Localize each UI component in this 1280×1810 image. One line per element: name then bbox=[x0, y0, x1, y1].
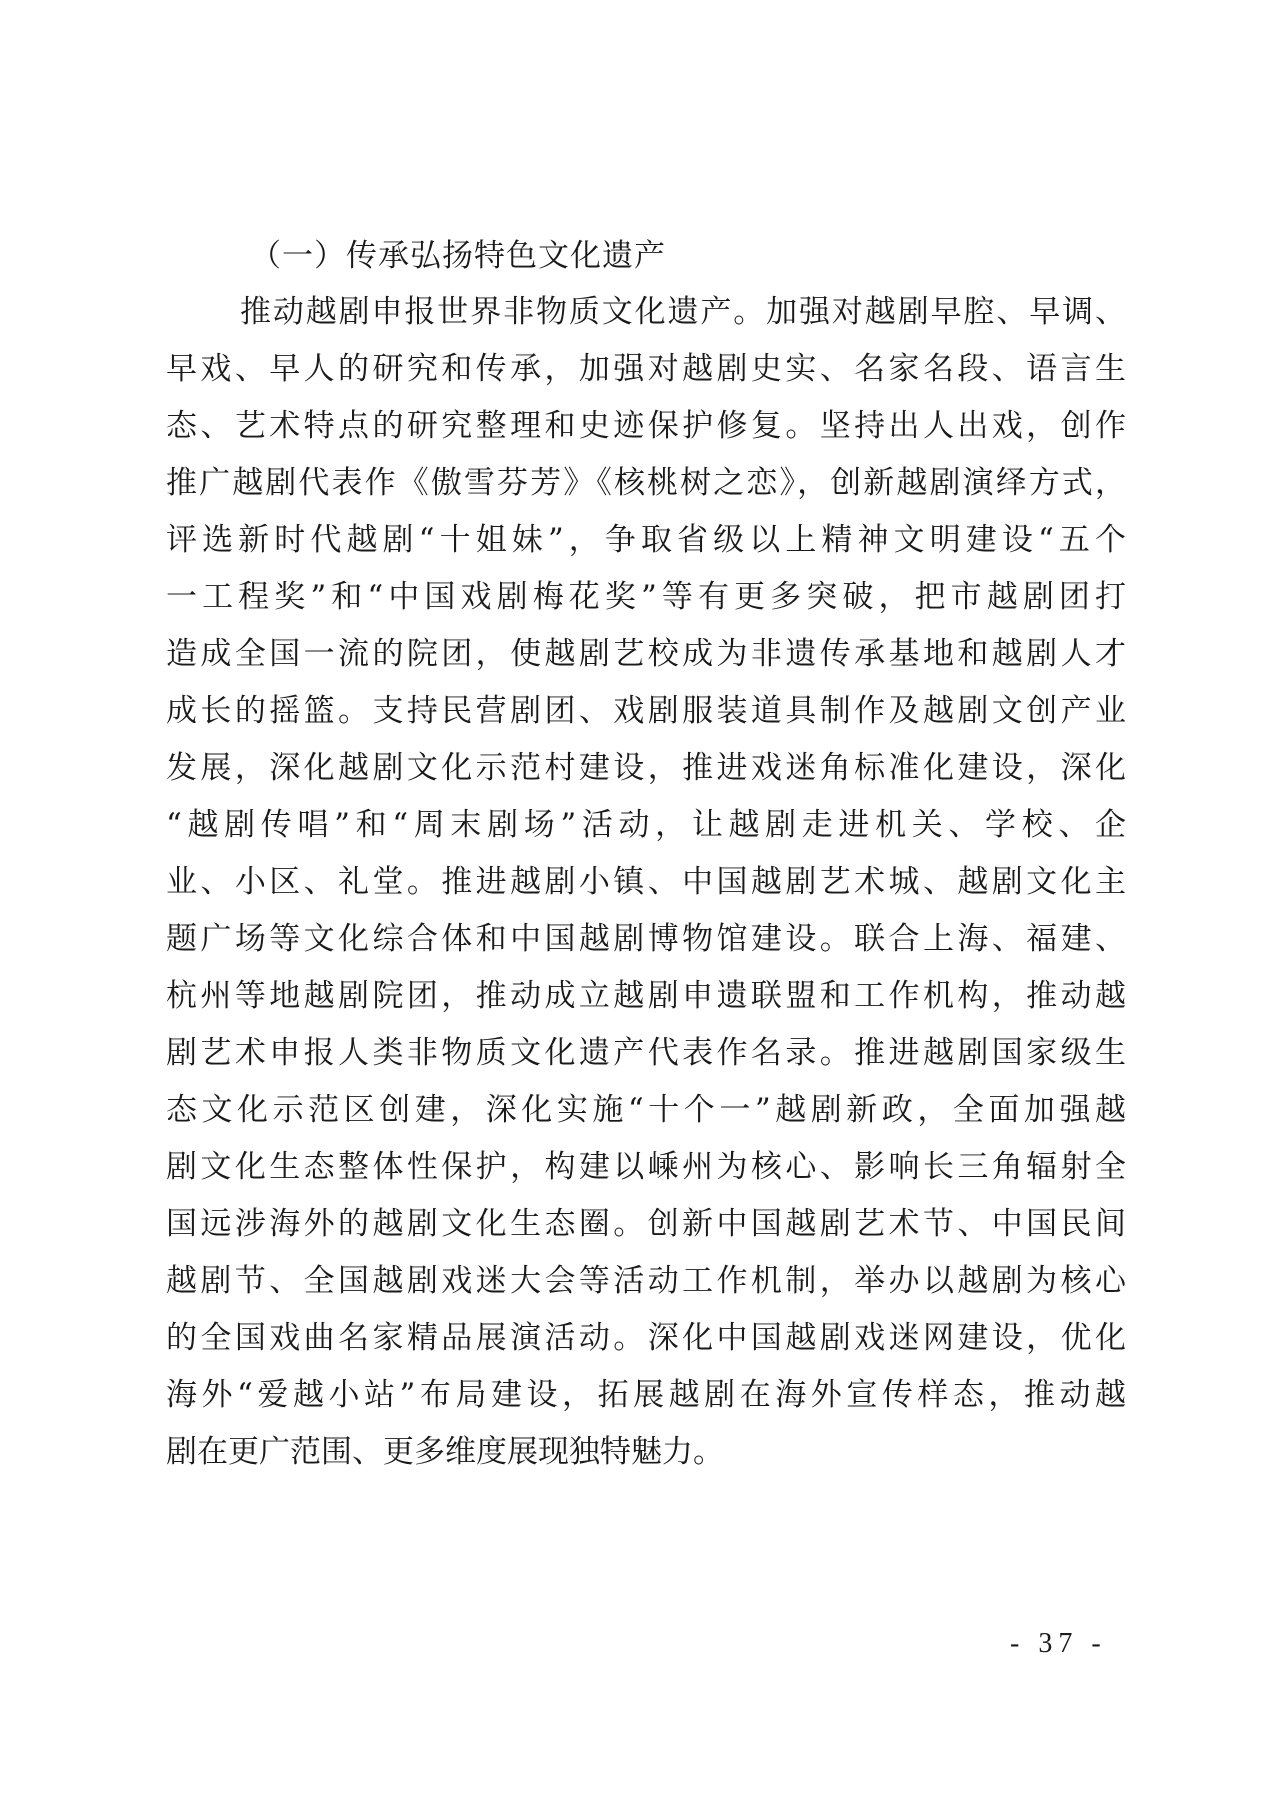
paragraph-line: 一工程奖”和“中国戏剧梅花奖”等有更多突破，把市越剧团打 bbox=[166, 579, 1126, 615]
paragraph-line: 推广越剧代表作《傲雪芬芳》《核桃树之恋》，创新越剧演绎方式， bbox=[166, 465, 1126, 501]
paragraph-line: 业、小区、礼堂。推进越剧小镇、中国越剧艺术城、越剧文化主 bbox=[166, 864, 1126, 900]
page-content bbox=[166, 228, 1126, 1481]
section-heading: （一）传承弘扬特色文化遗产 bbox=[250, 238, 666, 274]
paragraph-line: 国远涉海外的越剧文化生态圈。创新中国越剧艺术节、中国民间 bbox=[166, 1206, 1126, 1242]
paragraph-line: 海外“爱越小站”布局建设，拓展越剧在海外宣传样态，推动越 bbox=[166, 1377, 1126, 1413]
paragraph-line: 剧在更广范围、更多维度展现独特魅力。 bbox=[166, 1434, 724, 1470]
paragraph-line: 评选新时代越剧“十姐妹”，争取省级以上精神文明建设“五个 bbox=[166, 522, 1126, 558]
paragraph-line: 早戏、早人的研究和传承，加强对越剧史实、名家名段、语言生 bbox=[166, 351, 1126, 387]
paragraph-line: 杭州等地越剧院团，推动成立越剧申遗联盟和工作机构，推动越 bbox=[166, 978, 1126, 1014]
paragraph-line: 剧文化生态整体性保护，构建以嵊州为核心、影响长三角辐射全 bbox=[166, 1149, 1126, 1185]
paragraph-line: 剧艺术申报人类非物质文化遗产代表作名录。推进越剧国家级生 bbox=[166, 1035, 1126, 1071]
paragraph-line: 推动越剧申报世界非物质文化遗产。加强对越剧早腔、早调、 bbox=[240, 294, 1126, 330]
paragraph-line: 发展，深化越剧文化示范村建设，推进戏迷角标准化建设，深化 bbox=[166, 750, 1126, 786]
body-paragraph bbox=[166, 284, 1126, 1481]
page-number: - 37 - bbox=[1010, 1628, 1107, 1659]
paragraph-line: 造成全国一流的院团，使越剧艺校成为非遗传承基地和越剧人才 bbox=[166, 636, 1126, 672]
paragraph-line: 题广场等文化综合体和中国越剧博物馆建设。联合上海、福建、 bbox=[166, 921, 1126, 957]
paragraph-line: 态、艺术特点的研究整理和史迹保护修复。坚持出人出戏，创作 bbox=[166, 408, 1126, 444]
paragraph-line: 成长的摇篮。支持民营剧团、戏剧服装道具制作及越剧文创产业 bbox=[166, 693, 1126, 729]
paragraph-line: “越剧传唱”和“周末剧场”活动，让越剧走进机关、学校、企 bbox=[166, 807, 1126, 843]
paragraph-line: 越剧节、全国越剧戏迷大会等活动工作机制，举办以越剧为核心 bbox=[166, 1263, 1126, 1299]
paragraph-line: 的全国戏曲名家精品展演活动。深化中国越剧戏迷网建设，优化 bbox=[166, 1320, 1126, 1356]
paragraph-line: 态文化示范区创建，深化实施“十个一”越剧新政，全面加强越 bbox=[166, 1092, 1126, 1128]
